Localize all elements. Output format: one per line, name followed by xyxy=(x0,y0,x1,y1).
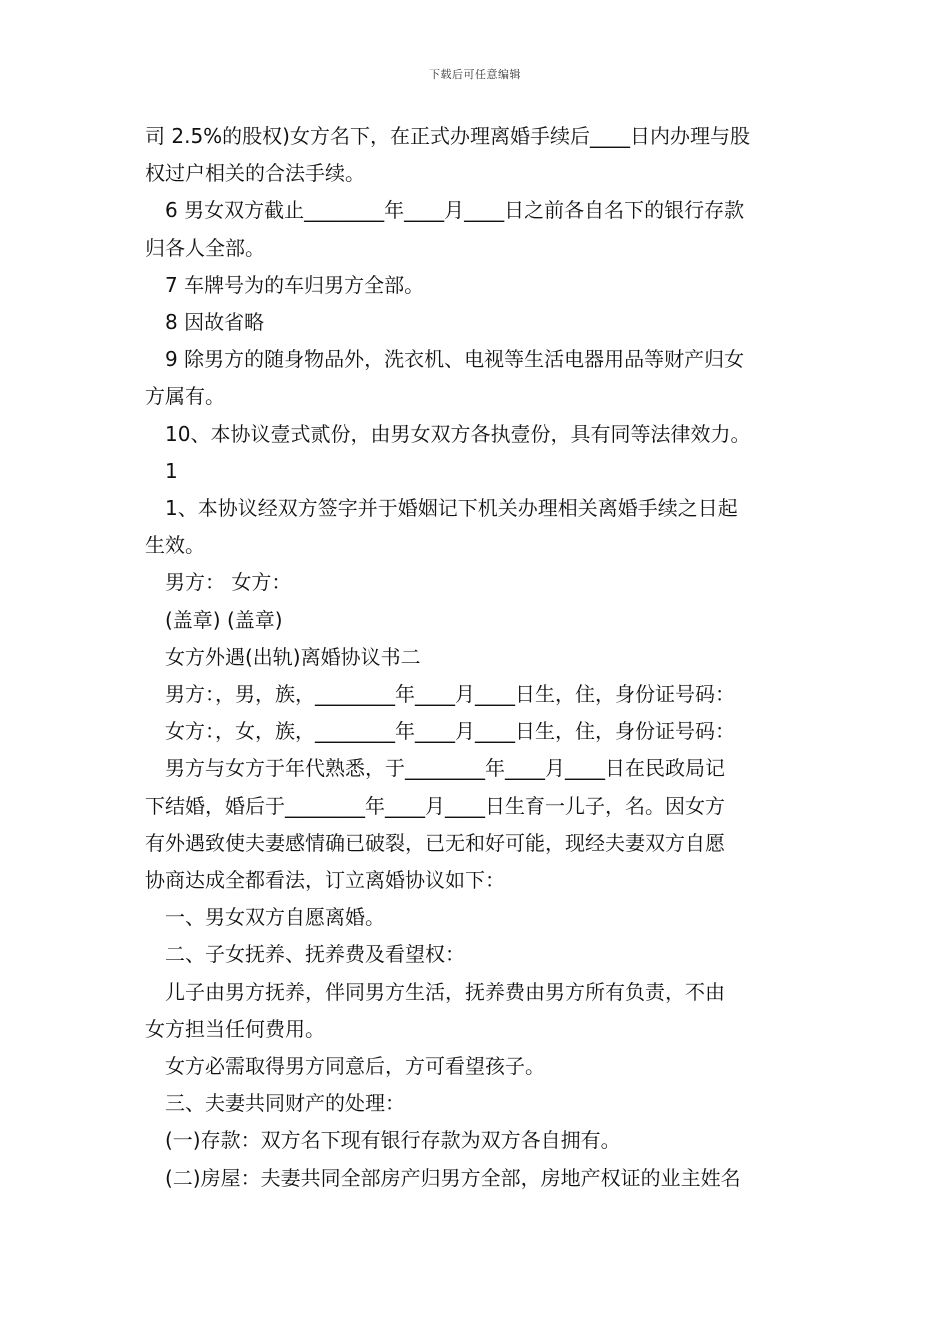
paragraph-line: 下结婚，婚后于________年____月____日生育一儿子，名。因女方 xyxy=(145,793,725,818)
section-title: 女方外遇(出轨)离婚协议书二 xyxy=(165,644,421,669)
paragraph-line: 儿子由男方抚养，伴同男方生活，抚养费由男方所有负责，不由 xyxy=(165,979,725,1004)
paragraph-line: 8 因故省略 xyxy=(165,310,265,335)
paragraph-line: 女方必需取得男方同意后，方可看望孩子。 xyxy=(165,1054,545,1079)
paragraph-line: 权过户相关的合法手续。 xyxy=(145,161,365,186)
paragraph-line: 1、本协议经双方签字并于婚姻记下机关办理相关离婚手续之日起 xyxy=(165,496,738,521)
party-line: 男方：，男，族，________年____月____日生，住，身份证号码： xyxy=(165,682,735,707)
paragraph-line: (一)存款：双方名下现有银行存款为双方各自拥有。 xyxy=(165,1128,621,1153)
paragraph-line: 1 xyxy=(165,458,178,483)
document-body xyxy=(145,118,815,1197)
party-line: 女方：，女，族，________年____月____日生，住，身份证号码： xyxy=(165,719,735,744)
paragraph-line: 6 男女双方截止________年____月____日之前各自名下的银行存款 xyxy=(165,198,745,223)
paragraph-line: 7 车牌号为的车归男方全部。 xyxy=(165,272,425,297)
paragraph-line: 10、本协议壹式贰份，由男女双方各执壹份，具有同等法律效力。 xyxy=(165,421,751,446)
clause-heading: 二、子女抚养、抚养费及看望权： xyxy=(165,942,465,967)
paragraph-line: 9 除男方的随身物品外，洗衣机、电视等生活电器用品等财产归女 xyxy=(165,347,745,372)
signature-line: 男方： 女方： xyxy=(165,570,292,595)
seal-line: (盖章) (盖章) xyxy=(165,607,283,632)
paragraph-line: 归各人全部。 xyxy=(145,235,265,260)
paragraph-line: 女方担当任何费用。 xyxy=(145,1016,325,1041)
paragraph-line: (二)房屋：夫妻共同全部房产归男方全部，房地产权证的业主姓名 xyxy=(165,1165,741,1190)
paragraph-line: 有外遇致使夫妻感情确已破裂，已无和好可能，现经夫妻双方自愿 xyxy=(145,830,725,855)
clause-heading: 三、夫妻共同财产的处理： xyxy=(165,1091,405,1116)
paragraph-line: 生效。 xyxy=(145,533,205,558)
paragraph-line: 男方与女方于年代熟悉，于________年____月____日在民政局记 xyxy=(165,756,725,781)
paragraph-line: 司 2.5%的股权)女方名下，在正式办理离婚手续后____日内办理与股 xyxy=(145,124,750,148)
paragraph-line: 协商达成全都看法，订立离婚协议如下： xyxy=(145,868,505,893)
page-header: 下载后可任意编辑 xyxy=(429,68,521,81)
clause-heading: 一、男女双方自愿离婚。 xyxy=(165,905,385,930)
paragraph-line: 方属有。 xyxy=(145,384,225,409)
